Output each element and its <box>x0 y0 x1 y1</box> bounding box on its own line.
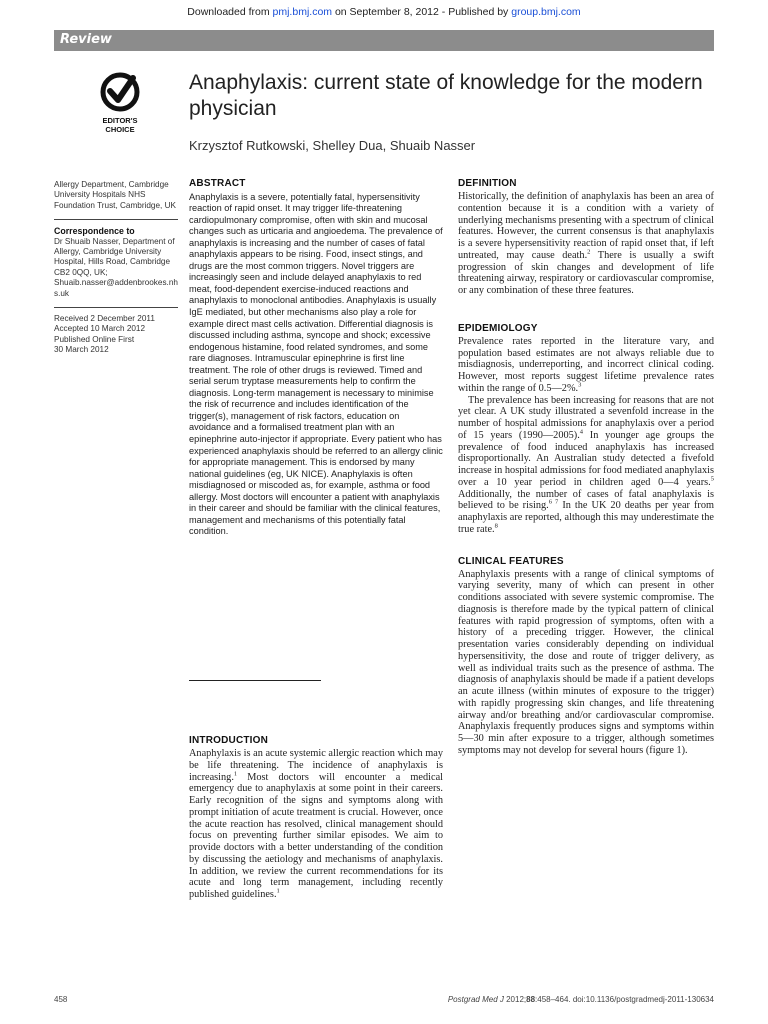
introduction-paragraph <box>189 748 443 901</box>
clinical-features-body <box>458 569 714 757</box>
date-published: 30 March 2012 <box>54 345 109 355</box>
epidemiology-section <box>458 323 714 536</box>
definition-section <box>458 178 714 297</box>
clinical-features-paragraph: Anaphylaxis presents with a range of clinical symptoms of varying severity, many of which can present in other conditions associated with severe systemic compromise. The diagnosis is therefore made by the typical pattern of clinical features with rapid progression of symptoms, often with a history of a preceding trigger. However, the clinical presentation varies considerably depending on individual hypersensitivity, the dose and route of trigger delivery, as well as individual traits such as the presence of asthma. The diagnosis of anaphylaxis should be made if a patient develops an acute illness (within minutes of exposure to the trigger) with rapidly progressing skin changes, and life threatening airway and/or breathing and/or cardiovascular compromise. Anaphylaxis frequently produces signs and symptoms within 5—30 min after exposure to a trigger, although sometimes symptoms may not develop for several hours (figure 1). <box>458 568 714 756</box>
badge-line-2: CHOICE <box>105 125 135 134</box>
date-received: Received 2 December 2011 <box>54 314 155 324</box>
text-run: In the UK 20 deaths per year from anaphylaxis are reported, although this may underestimate the true rate. <box>458 500 715 535</box>
abstract-end-rule <box>189 680 321 681</box>
text-run: There is usually a swift progression of skin changes and development of life threatening airway, respiratory or cardiovascular compromise, or any combination of these three features. <box>458 249 714 296</box>
reference-mark[interactable]: 1 <box>233 770 238 778</box>
text-run: Most doctors will encounter a medical emergency due to anaphylaxis at some point in their careers. Early recognition of the signs and symptoms along with prompt initiation of acute treatment is crucial. However, once the acute reaction has resolved, clinical management should focus on preventing further similar episodes. We aim to provide doctors with a better understanding of the condition by discussing the aetiology and mechanisms of anaphylaxis. In addition, we review the current recommendations for its acute and long term management, including recently published guidelines. <box>189 771 443 900</box>
journal-name: Postgrad Med J <box>447 995 504 1004</box>
definition-paragraph <box>458 191 714 297</box>
badge-label <box>92 116 148 134</box>
date-published-label: Published Online First <box>54 334 135 344</box>
text-run: Historically, the definition of anaphylaxis has been an area of contention because it is a condition with a variety of underlying mechanisms presenting with a spectrum of clinical features. However, the current consensus is that anaphylaxis is a severe hypersensitivity reaction of rapid onset that, if left untreated, may cause death. <box>458 191 714 261</box>
definition-body <box>458 191 714 297</box>
text-run: The prevalence has been increasing for reasons that are not yet clear. A UK study illustrated a sevenfold increase in the number of hospital admissions for anaphylaxis over a period of 15 years (1990—2005). <box>458 394 714 441</box>
sidebar-divider <box>54 219 178 220</box>
introduction-body <box>189 748 443 901</box>
article-title: Anaphylaxis: current state of knowledge for the modern physician <box>189 71 703 120</box>
abstract-heading: ABSTRACT <box>189 178 246 189</box>
publisher-link[interactable]: group.bmj.com <box>511 6 581 18</box>
reference-mark[interactable]: 2 <box>587 248 591 256</box>
editors-choice-badge <box>92 72 148 134</box>
clinical-features-section <box>458 556 714 757</box>
definition-heading: DEFINITION <box>458 178 517 189</box>
epidemiology-heading: EPIDEMIOLOGY <box>458 322 538 334</box>
right-column <box>458 178 714 777</box>
article-authors: Krzysztof Rutkowski, Shelley Dua, Shuaib Nasser <box>189 138 476 153</box>
date-accepted: Accepted 10 March 2012 <box>54 324 146 334</box>
article-sidebar <box>54 180 178 356</box>
reference-mark[interactable]: 8 <box>494 522 498 530</box>
citation-footer <box>426 995 714 1004</box>
introduction-section <box>189 735 443 901</box>
citation-volume: 88 <box>526 995 536 1004</box>
citation-year: 2012; <box>503 995 527 1004</box>
download-notice <box>0 6 768 18</box>
download-middle: on September 8, 2012 - Published by <box>332 6 512 18</box>
text-run: Anaphylaxis is an acute systemic allergic reaction which may be life threatening. The incidence of anaphylaxis is increasing. <box>189 748 443 783</box>
reference-mark[interactable]: 4 <box>579 428 584 436</box>
sidebar-divider <box>54 307 178 308</box>
reference-mark[interactable]: 6 7 <box>548 498 559 506</box>
section-banner <box>54 30 714 51</box>
correspondence-text: Dr Shuaib Nasser, Department of Allergy, Cambridge University Hospital, Hills Road, Cambridge CB2 0QQ, UK; Shuaib.nasser@addenbrookes.nhs.uk <box>54 236 178 298</box>
page-number: 458 <box>54 995 68 1004</box>
affiliation: Allergy Department, Cambridge University Hospitals NHS Foundation Trust, Cambridge, UK <box>54 180 176 210</box>
section-label: Review <box>60 32 112 47</box>
epidemiology-body <box>458 336 714 536</box>
abstract-text: Anaphylaxis is a severe, potentially fatal, hypersensitivity reaction of rapid onset. It may trigger life-threatening cardiopulmonary compromise, often with skin and mucosal changes such as urticaria and angioedema. The prevalence of anaphylaxis is increasing and the number of cases of fatal anaphylaxis appears to be rising. Food, insect stings, and drugs are the most common triggers. Novel triggers are increasingly seen and include delayed anaphylaxis to red meat, food-dependent exercise-induced reactions and anaphylaxis to monoclonal antibodies. Anaphylaxis is usually IgE mediated, but other mechanisms also play a role for example direct mast cells activation. Differential diagnosis is discussed including asthma, syncope and shock; excessive endogenous histamine, food related syndromes, and some rare diagnoses. Intramuscular epinephrine is first line treatment. The role of other drugs is reviewed. Timed and serial serum tryptase measurements help to confirm the diagnosis. Long-term management is necessary to minimise the risk of recurrence and includes identification of the trigger(s), management of risk factors, education on avoidance and a formalised treatment plan with an epinephrine auto-injector if appropriate. Every patient who has experienced anaphylaxis should be referred to an allergy clinic for appropriate management. This is endorsed by many national guidelines (eg, UK NICE). Anaphylaxis is often misdiagnosed or miscoded as, for example, asthma or food allergy. Most doctors will encounter a patient with anaphylaxis in their career and should be familiar with the clinical features, management and mechanisms of this potentially fatal condition. <box>189 191 443 537</box>
abstract-section <box>189 178 443 538</box>
text-run: In younger age groups the prevalence of food induced anaphylaxis has increased disproportionally. An Australian study detected a fivefold increase in hospital admissions for food mediated anaphylaxis over a 10 year period in children aged 0—4 years. <box>458 429 714 488</box>
text-run: Additionally, the number of cases of fatal anaphylaxis is believed to be rising. <box>458 488 714 512</box>
reference-mark[interactable]: 3 <box>578 381 582 389</box>
introduction-heading: INTRODUCTION <box>189 735 269 746</box>
text-run: Prevalence rates reported in the literature vary, and population based estimates are not always reliable due to misdiagnosis, underreporting, and incorrect clinical coding. However, most reports suggest lifetime prevalence rates within the range of 0.5—2%. <box>458 335 714 394</box>
citation-rest[interactable]: :458–464. doi:10.1136/postgradmedj-2011-130634 <box>535 995 714 1004</box>
checkmark-icon <box>100 72 140 112</box>
reference-mark[interactable]: 1 <box>276 887 280 895</box>
reference-mark[interactable]: 5 <box>710 475 714 483</box>
correspondence-heading: Correspondence to <box>54 226 135 237</box>
epidemiology-paragraph-1 <box>458 336 714 395</box>
badge-line-1: EDITOR'S <box>102 116 138 125</box>
download-prefix: Downloaded from <box>187 6 273 18</box>
pmj-link[interactable]: pmj.bmj.com <box>272 6 333 18</box>
clinical-features-heading: CLINICAL FEATURES <box>458 555 564 567</box>
epidemiology-paragraph-2 <box>458 395 714 536</box>
